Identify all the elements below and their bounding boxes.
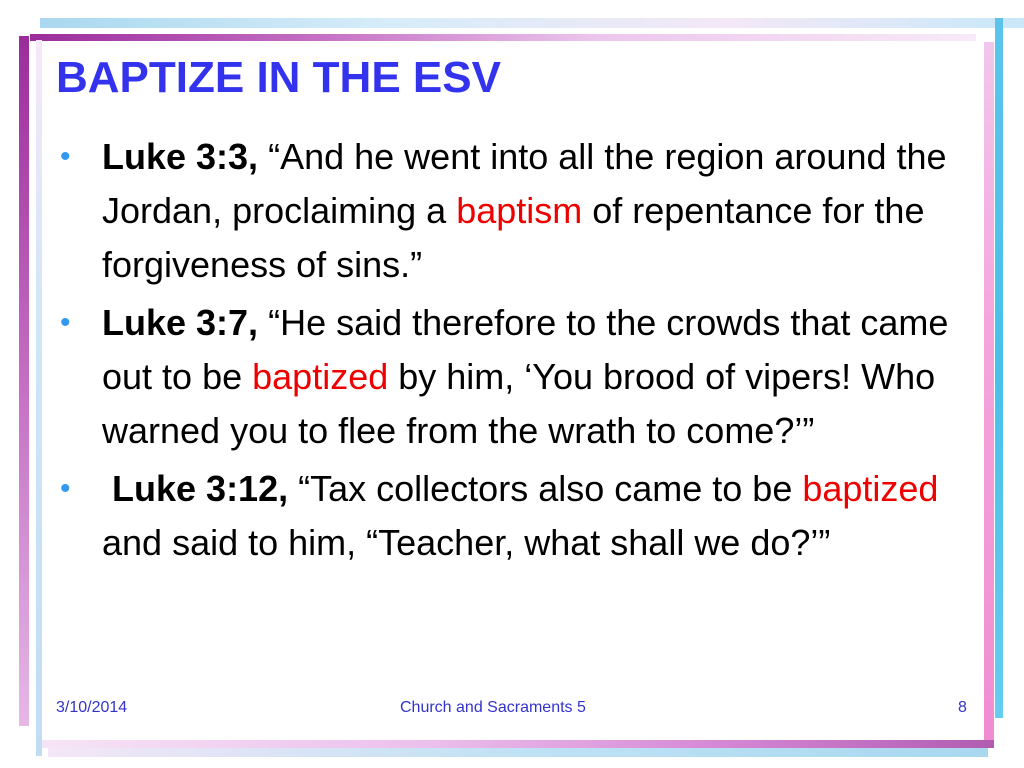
slide-title: BAPTIZE IN THE ESV — [56, 53, 501, 102]
bullet-item-luke-3-3 — [60, 130, 970, 292]
quote-text-after: by him, ‘You brood of vipers! Who warned you to flee from the wrath to come?’” — [102, 356, 936, 451]
scripture-reference: Luke 3:7, — [102, 302, 259, 343]
scripture-reference: Luke 3:12, — [112, 468, 289, 509]
bullet-item-luke-3-7 — [60, 296, 970, 458]
bullet-list — [60, 130, 970, 574]
quote-text-before: “He said therefore to the crowds that came out to be — [102, 302, 949, 397]
bullet-item-luke-3-12 — [60, 462, 970, 570]
right-pink-decorative-bar — [984, 42, 994, 742]
quote-text-after: of repentance for the forgiveness of sins.” — [102, 190, 925, 285]
highlighted-word: baptized — [252, 356, 389, 397]
top-outer-decorative-bar — [40, 18, 1024, 28]
scripture-reference: Luke 3:3, — [102, 136, 259, 177]
right-blue-decorative-bar — [995, 18, 1003, 718]
highlighted-word: baptism — [456, 190, 583, 231]
footer-date: 3/10/2014 — [56, 699, 128, 716]
highlighted-word: baptized — [802, 468, 939, 509]
bullet-dot-icon: • — [60, 306, 71, 339]
footer-presentation-title: Church and Sacraments 5 — [400, 699, 586, 716]
bullet-dot-icon: • — [60, 472, 71, 505]
bottom-outer-decorative-bar — [48, 748, 988, 757]
bullet-dot-icon: • — [60, 140, 71, 173]
left-outer-decorative-bar — [19, 36, 29, 726]
left-inner-decorative-bar — [36, 40, 42, 756]
quote-text-after: and said to him, “Teacher, what shall we do?’” — [102, 522, 831, 563]
bottom-inner-decorative-bar — [42, 740, 994, 748]
quote-text-before: “And he went into all the region around the Jordan, proclaiming a — [102, 136, 947, 231]
top-inner-decorative-bar — [30, 34, 976, 41]
quote-text-before: “Tax collectors also came to be — [298, 468, 803, 509]
footer-page-number: 8 — [958, 699, 967, 716]
